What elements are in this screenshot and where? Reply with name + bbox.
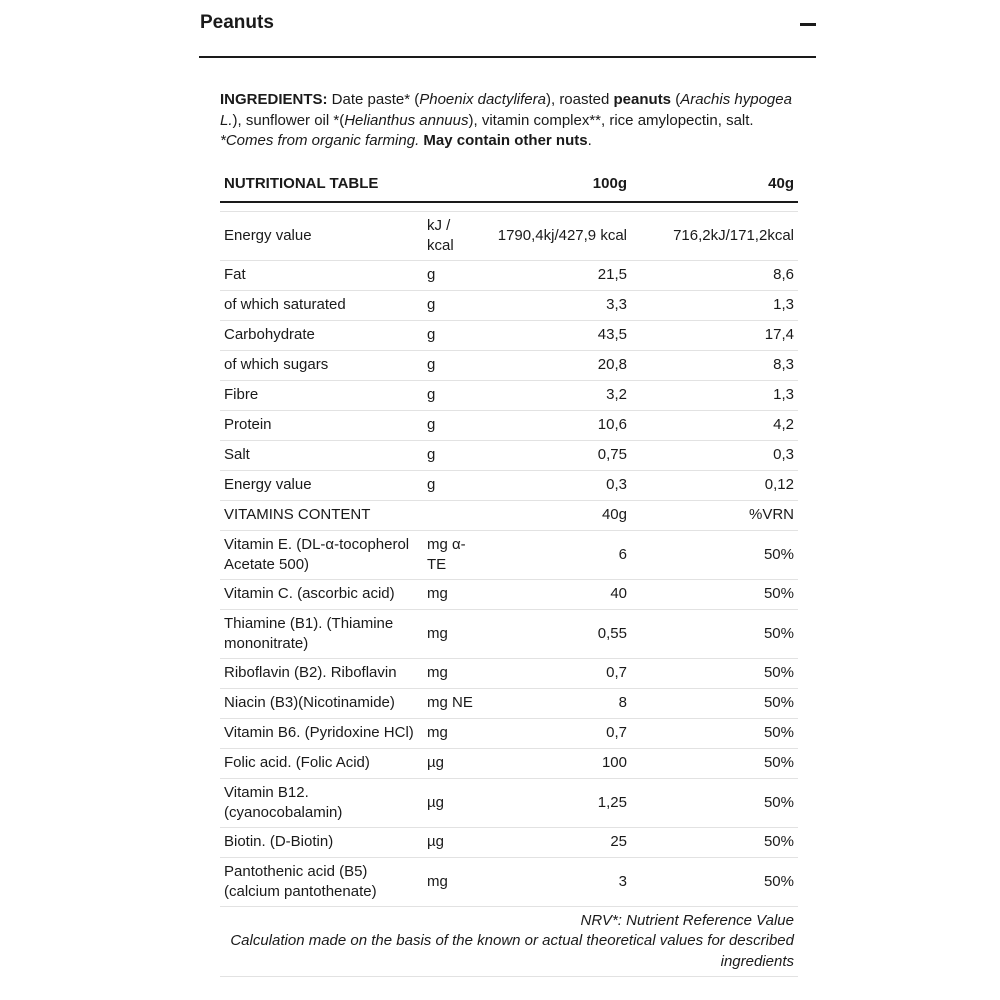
row-unit: g — [423, 260, 483, 290]
accordion-header-peanuts[interactable] — [199, 0, 816, 58]
table-row — [220, 320, 798, 350]
row-value-40g: %VRN — [631, 500, 798, 530]
row-value-40g: 0,12 — [631, 470, 798, 500]
header-unit — [423, 173, 483, 202]
table-row — [220, 350, 798, 380]
row-value-40g: 4,2 — [631, 410, 798, 440]
allergen-warning: May contain other nuts — [423, 132, 588, 149]
row-name: of which sugars — [220, 350, 423, 380]
table-row — [220, 290, 798, 320]
row-name: Biotin. (D-Biotin) — [220, 827, 423, 857]
ingredients-part: Helianthus annuus — [344, 111, 469, 129]
row-unit: g — [423, 380, 483, 410]
table-row — [220, 380, 798, 410]
table-row — [220, 410, 798, 440]
minus-icon[interactable] — [800, 14, 816, 34]
table-row — [220, 718, 798, 748]
row-value-40g: 716,2kJ/171,2kcal — [631, 211, 798, 260]
row-name: Pantothenic acid (B5) (calcium pantothenate) — [220, 857, 423, 906]
table-row — [220, 857, 798, 906]
nrv-note: NRV*: Nutrient Reference Value — [580, 911, 794, 929]
row-value-40g: 50% — [631, 827, 798, 857]
row-unit: kJ / kcal — [423, 211, 483, 260]
row-name: Folic acid. (Folic Acid) — [220, 748, 423, 778]
row-value-100g: 10,6 — [483, 410, 631, 440]
row-value-100g: 0,55 — [483, 609, 631, 658]
row-name: Energy value — [220, 470, 423, 500]
row-value-100g: 0,7 — [483, 658, 631, 688]
row-unit: mg NE — [423, 688, 483, 718]
row-unit: mg — [423, 718, 483, 748]
row-unit: mg α-TE — [423, 530, 483, 579]
row-unit: g — [423, 470, 483, 500]
table-header-row — [220, 173, 798, 202]
row-value-100g: 25 — [483, 827, 631, 857]
row-value-100g: 3,2 — [483, 380, 631, 410]
row-name: Fibre — [220, 380, 423, 410]
row-name: Thiamine (B1). (Thiamine mononitrate) — [220, 609, 423, 658]
row-unit: mg — [423, 857, 483, 906]
row-value-40g: 50% — [631, 658, 798, 688]
table-row — [220, 827, 798, 857]
ingredients-part: . — [587, 132, 592, 149]
row-value-100g: 6 — [483, 530, 631, 579]
row-name: Vitamin B12. (cyanocobalamin) — [220, 778, 423, 827]
row-name: Carbohydrate — [220, 320, 423, 350]
table-notes — [220, 911, 798, 978]
row-name: Vitamin E. (DL-α-tocopherol Acetate 500) — [220, 530, 423, 579]
row-unit — [423, 500, 483, 530]
row-unit: µg — [423, 827, 483, 857]
row-name: VITAMINS CONTENT — [220, 500, 423, 530]
row-value-40g: 0,3 — [631, 440, 798, 470]
calculation-note: Calculation made on the basis of the known or actual theoretical values for described ingredients — [230, 932, 794, 970]
ingredients-part: ), sunflower oil *( — [232, 111, 345, 129]
row-value-100g: 43,5 — [483, 320, 631, 350]
row-value-100g: 20,8 — [483, 350, 631, 380]
row-unit: g — [423, 440, 483, 470]
row-unit: g — [423, 350, 483, 380]
row-value-40g: 50% — [631, 857, 798, 906]
table-row — [220, 530, 798, 579]
row-value-100g: 8 — [483, 688, 631, 718]
row-name: Vitamin C. (ascorbic acid) — [220, 579, 423, 609]
table-row — [220, 440, 798, 470]
accordion-title: Peanuts — [200, 12, 274, 33]
row-value-100g: 0,7 — [483, 718, 631, 748]
table-spacer — [220, 202, 798, 212]
ingredients-part: *Comes from organic farming. — [220, 132, 420, 149]
row-value-100g: 100 — [483, 748, 631, 778]
header-40g: 40g — [631, 173, 798, 202]
row-name: Niacin (B3)(Nicotinamide) — [220, 688, 423, 718]
row-unit: g — [423, 320, 483, 350]
row-value-100g: 40 — [483, 579, 631, 609]
header-100g: 100g — [483, 173, 631, 202]
row-unit: mg — [423, 609, 483, 658]
accordion-content — [220, 90, 798, 977]
row-value-40g: 8,3 — [631, 350, 798, 380]
row-name: Protein — [220, 410, 423, 440]
row-name: Fat — [220, 260, 423, 290]
table-row — [220, 778, 798, 827]
ingredients-part: peanuts — [613, 91, 672, 108]
row-value-100g: 3,3 — [483, 290, 631, 320]
row-unit: mg — [423, 579, 483, 609]
row-value-40g: 1,3 — [631, 290, 798, 320]
row-unit: µg — [423, 748, 483, 778]
row-value-40g: 50% — [631, 609, 798, 658]
row-value-40g: 1,3 — [631, 380, 798, 410]
row-value-100g: 1790,4kj/427,9 kcal — [483, 211, 631, 260]
row-value-40g: 50% — [631, 579, 798, 609]
row-value-100g: 1,25 — [483, 778, 631, 827]
row-value-100g: 21,5 — [483, 260, 631, 290]
row-value-100g: 0,3 — [483, 470, 631, 500]
row-unit: µg — [423, 778, 483, 827]
ingredients-part: Date paste* ( — [327, 91, 420, 108]
table-row — [220, 748, 798, 778]
table-row — [220, 500, 798, 530]
row-unit: g — [423, 410, 483, 440]
ingredients-part: Arachis hypogea L. — [220, 91, 792, 129]
row-value-40g: 50% — [631, 718, 798, 748]
table-row — [220, 579, 798, 609]
row-value-100g: 40g — [483, 500, 631, 530]
row-name: Vitamin B6. (Pyridoxine HCl) — [220, 718, 423, 748]
ingredients-part: ( — [671, 91, 681, 108]
nutritional-table — [220, 173, 798, 907]
table-row — [220, 609, 798, 658]
header-name: NUTRITIONAL TABLE — [220, 173, 423, 202]
row-value-100g: 0,75 — [483, 440, 631, 470]
ingredients-part: ), roasted — [545, 91, 614, 108]
ingredients-text — [220, 90, 798, 152]
row-value-100g: 3 — [483, 857, 631, 906]
table-row — [220, 260, 798, 290]
row-name: Energy value — [220, 211, 423, 260]
ingredients-part: ), vitamin complex**, rice amylopectin, salt. — [468, 111, 754, 129]
row-value-40g: 50% — [631, 688, 798, 718]
row-unit: g — [423, 290, 483, 320]
ingredients-part: Phoenix dactylifera — [419, 91, 546, 108]
row-name: of which saturated — [220, 290, 423, 320]
table-row — [220, 470, 798, 500]
row-value-40g: 50% — [631, 748, 798, 778]
row-value-40g: 50% — [631, 530, 798, 579]
table-row — [220, 211, 798, 260]
ingredients-label: INGREDIENTS: — [220, 91, 328, 108]
table-row — [220, 658, 798, 688]
table-row — [220, 688, 798, 718]
row-name: Riboflavin (B2). Riboflavin — [220, 658, 423, 688]
row-unit: mg — [423, 658, 483, 688]
row-name: Salt — [220, 440, 423, 470]
row-value-40g: 8,6 — [631, 260, 798, 290]
row-value-40g: 17,4 — [631, 320, 798, 350]
row-value-40g: 50% — [631, 778, 798, 827]
